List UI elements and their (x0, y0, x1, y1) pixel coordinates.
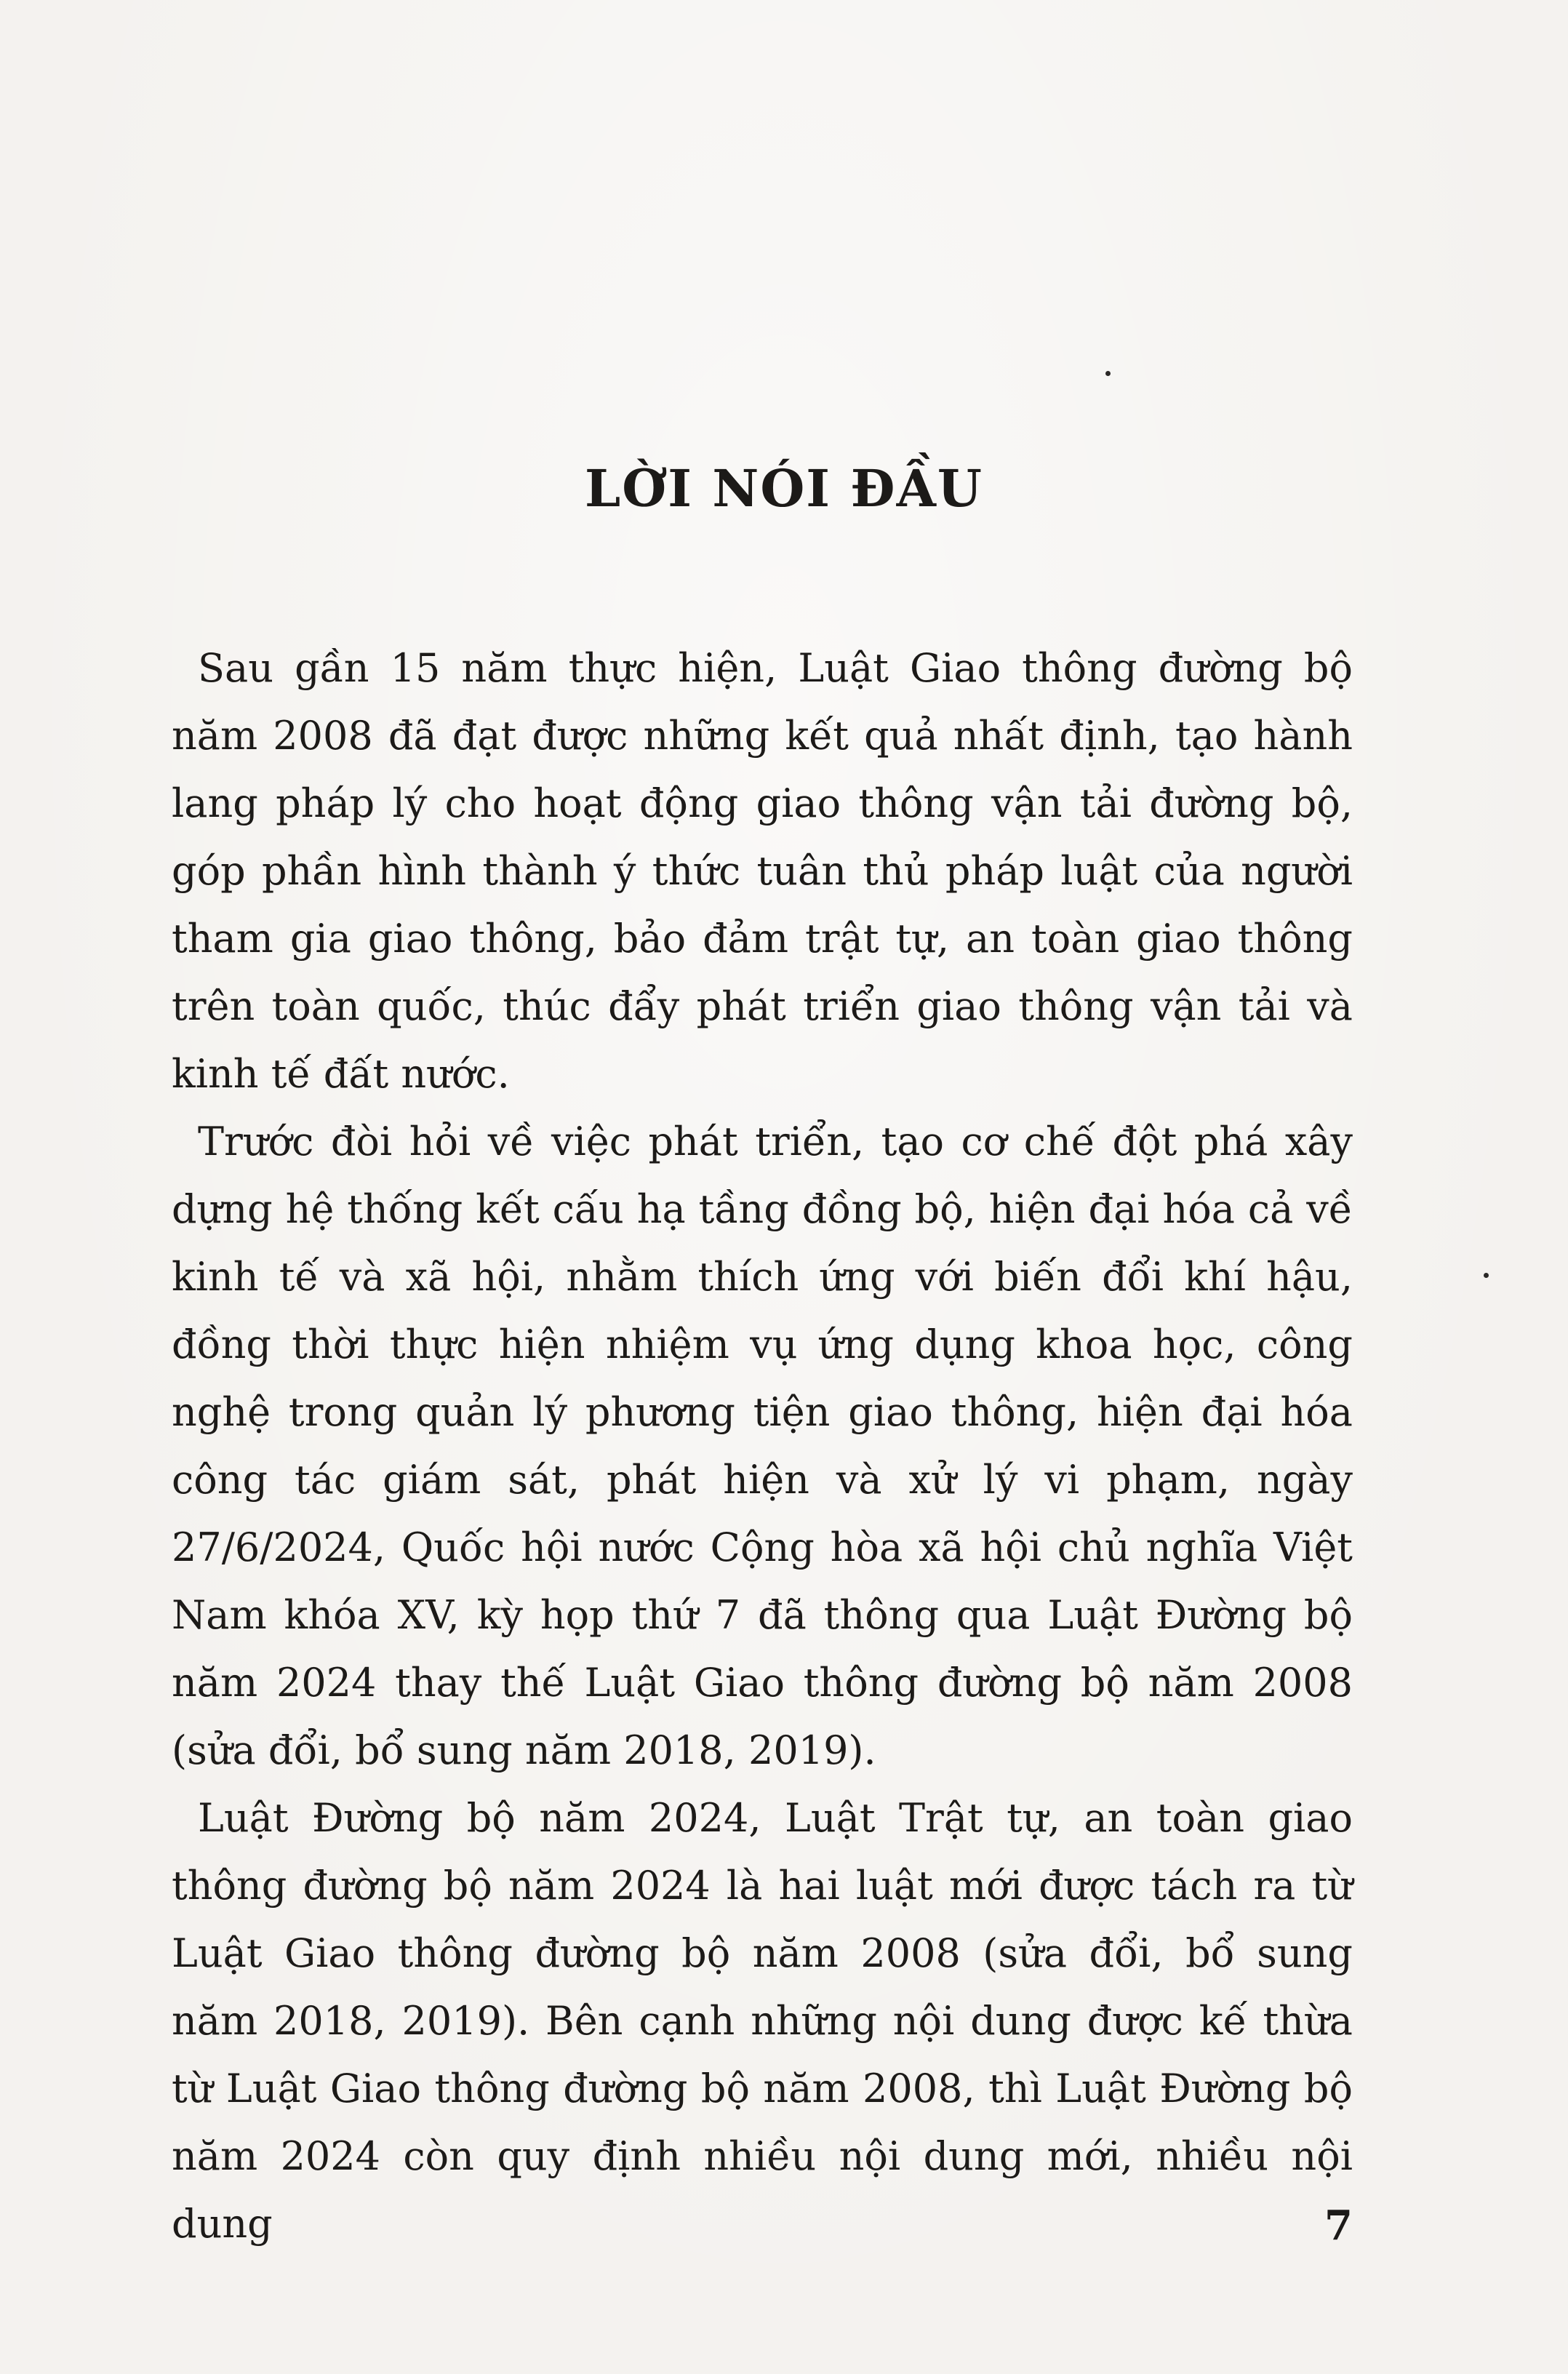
page-number: 7 (1324, 2202, 1353, 2250)
body-text (172, 634, 1353, 2258)
print-speck (1484, 1273, 1489, 1278)
page-title: LỜI NÓI ĐẦU (585, 458, 983, 519)
paragraph-2: Trước đòi hỏi về việc phát triển, tạo cơ chế đột phá xây dựng hệ thống kết cấu hạ tầng đồng bộ, hiện đại hóa cả về kinh tế và xã hội, nhằm thích ứng với biến đổi khí hậu, đồng thời thực hiện nhiệm vụ ứng dụng khoa học, công nghệ trong quản lý phương tiện giao thông, hiện đại hóa công tác giám sát, phát hiện và xử lý vi phạm, ngày 27/6/2024, Quốc hội nước Cộng hòa xã hội chủ nghĩa Việt Nam khóa XV, kỳ họp thứ 7 đã thông qua Luật Đường bộ năm 2024 thay thế Luật Giao thông đường bộ năm 2008 (sửa đổi, bổ sung năm 2018, 2019). (172, 1119, 1353, 1773)
print-speck (1105, 371, 1111, 376)
paragraph-1: Sau gần 15 năm thực hiện, Luật Giao thông đường bộ năm 2008 đã đạt được những kết quả nhất định, tạo hành lang pháp lý cho hoạt động giao thông vận tải đường bộ, góp phần hình thành ý thức tuân thủ pháp luật của người tham gia giao thông, bảo đảm trật tự, an toàn giao thông trên toàn quốc, thúc đẩy phát triển giao thông vận tải và kinh tế đất nước. (172, 645, 1353, 1097)
paragraph-3: Luật Đường bộ năm 2024, Luật Trật tự, an toàn giao thông đường bộ năm 2024 là hai luật mới được tách ra từ Luật Giao thông đường bộ năm 2008 (sửa đổi, bổ sung năm 2018, 2019). Bên cạnh những nội dung được kế thừa từ Luật Giao thông đường bộ năm 2008, thì Luật Đường bộ năm 2024 còn quy định nhiều nội dung mới, nhiều nội dung (172, 1795, 1353, 2247)
